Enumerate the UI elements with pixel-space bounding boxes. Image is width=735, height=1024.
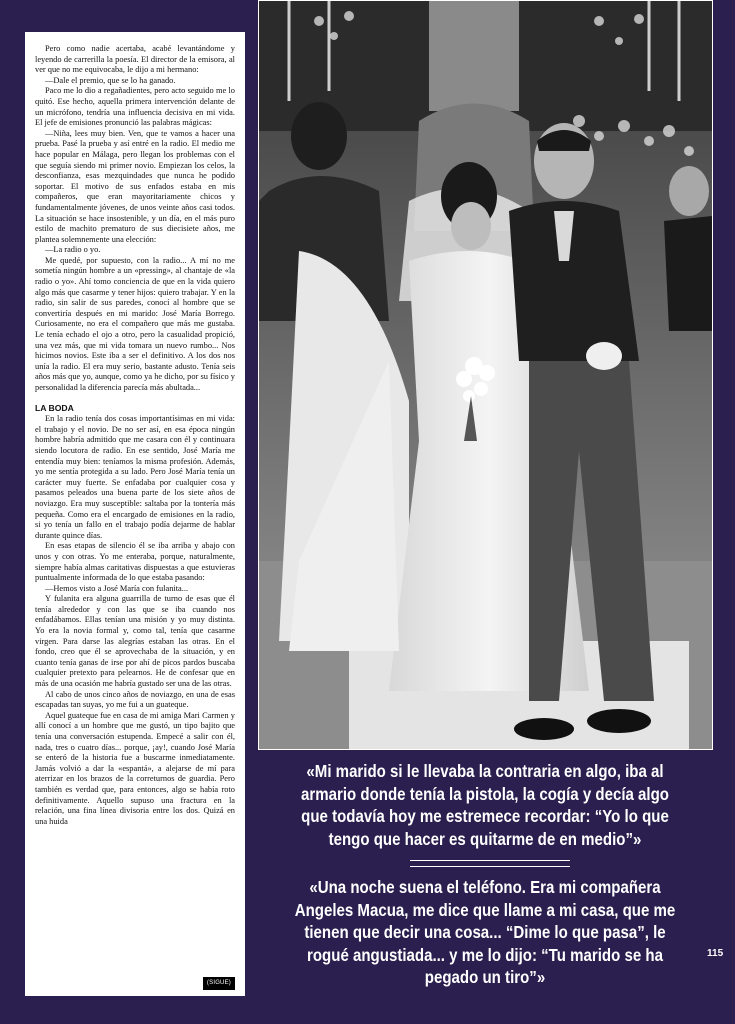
- page-number: 115: [707, 948, 724, 959]
- article-paragraph: —Dale el premio, que se lo ha ganado.: [45, 75, 176, 85]
- article-paragraph: Paco me lo dio a regañadientes, pero acto seguido me lo quitó. Ese hecho, aquella primera intervención delante de un micrófono, tendría una influencia decisiva en mi vida. El jefe de emisiones pronunció las palabras mágicas:: [35, 86, 235, 128]
- article-paragraph: Me quedé, por supuesto, con la radio... A mí no me sometía ningún hombre a un «pressing», al chantaje de «la radio o yo». Ahí tomo conciencia de que en la vida quiero algo más que casarme y tener hijos: quiero trabajar. Y en la radio, sin salir de sus paredes, conocí al hombre que se convertiría después en mi marido: José María Borrego. Curiosamente, no era el compañero que más me gustaba. Le tenía echado el ojo a otro, pero la casualidad propició, una vez más, que mi vida tomara un nuevo rumbo... Nos hicimos novios. Este iba a ser el definitivo. A los dos nos unía la radio. El era muy serio, bastante adusto. Tenía seis años más que yo, aunque, como ya he dicho, por su físico y personalidad la diferencia parecía más abultada...: [35, 255, 235, 392]
- article-paragraph: —Niña, lees muy bien. Ven, que te vamos a hacer una prueba. Pasé la prueba y así entré en la radio. El medio me hace popular en Málaga, pero llegan los problemas con el que seguía siendo mi primer novio. Empiezan los celos, la desconfianza, esas mezquindades que nunca he podido soportar. El motivo de sus enfados estaba en mis compañeros, que eran mayoritariamente chicos y fundamentalmente jóvenes, de unos veinte años casi todos. La situación se hace insostenible, y un día, en el más puro estilo de machito prematuro de sus diecisiete años, me plantea solemnemente una elección:: [35, 128, 235, 244]
- article-paragraph: Pero como nadie acertaba, acabé levantándome y leyendo de carrerilla la poesía. El director de la emisora, al ver que no me equivocaba, le dijo a mi hermano:: [35, 44, 235, 75]
- article-paragraph: Aquel guateque fue en casa de mi amiga Mari Carmen y allí conocí a un hombre que me gustó, un tipo bajito que tenía una conversación estupenda. Empecé a salir con él, nada, tres o cuatro días... porque, ¡ay!, cuando José María se enteró de la historia fue a buscarme inmediatamente. Jamás volvió a dar la «espantá», a alejarse de mí para aterrizar en los brazos de la correturnos de guardia. Pero también es verdad que, para entonces, algo se había roto definitivamente. Aquello supuso una fractura en la relación, una fina línea divisoria entre los dos. Quizá en una huida: [35, 710, 235, 826]
- wedding-photo: [258, 0, 713, 750]
- article-text-column: [25, 32, 245, 996]
- article-paragraph: Y fulanita era alguna guarrilla de turno de esas que él tenía alrededor y con las que se iba cuando nos enfadábamos. Ellas tenían una misión y yo muy distinta. Yo era la novia formal y, como tal, tenía que casarme virgen. Para darse las alegrías estaban las otras. En el fondo, creo que él se aprovechaba de la situación, y en cuanto tenía ganas de irse por ahí de picos pardos buscaba cualquier pretexto para pelearnos. He de confesar que en más de una ocasión me habría gustado ser una de las otras.: [35, 594, 235, 689]
- article-body-part-1: [35, 44, 235, 394]
- pull-quote-2: «Una noche suena el teléfono. Era mi compañera Angeles Macua, me dice que llame a mi casa, que me tienen que decir una cosa... “Dime lo que pasa”, le rogué angustiada... y me lo dijo: “Tu marido se ha pegado un tiro”»: [294, 877, 676, 987]
- article-paragraph: Al cabo de unos cinco años de noviazgo, en una de esas escapadas tan suyas, yo me fui a un guateque.: [35, 689, 235, 710]
- section-heading: LA BODA: [35, 402, 74, 413]
- article-paragraph: En la radio tenía dos cosas importantísimas en mi vida: el trabajo y el novio. De no ser así, en esa época ningún hombre habría admitido que me casara con él y continuara siendo locutora de radio. En ese sentido, José María me entendía muy bien: teníamos la misma profesión. Además, yo me sentía protegida a su lado. Pero José María tenía un carácter muy fuerte. Se enfadaba por cualquier cosa y pasamos peleados una buena parte de los siete años de noviazgo. Era muy susceptible: saltaba por la tontería más pequeña. Como era el encargado de emisiones en la radio, si yo tenía un fallo en el trabajo podía dejarme de hablar durante quince días.: [35, 414, 235, 540]
- article-paragraph: En esas etapas de silencio él se iba arriba y abajo con unos y con otras. Yo me enteraba, porque, naturalmente, siempre había almas caritativas dispuestas a que estuvieras puntualmente informada de lo que estaba pasando:: [35, 541, 235, 583]
- continue-label: (SIGUE): [203, 977, 235, 990]
- article-paragraph: —Hemos visto a José María con fulanita...: [45, 583, 189, 593]
- quote-divider: [410, 860, 570, 867]
- pull-quote-1: «Mi marido si le llevaba la contraria en algo, iba al armario donde tenía la pistola, la cogía y decía algo que todavía hoy me estremece recordar: “Yo lo que tengo que hacer es quitarme de en medio”»: [301, 761, 669, 849]
- article-paragraph: —La radio o yo.: [45, 245, 101, 255]
- article-body-part-2: [35, 414, 235, 827]
